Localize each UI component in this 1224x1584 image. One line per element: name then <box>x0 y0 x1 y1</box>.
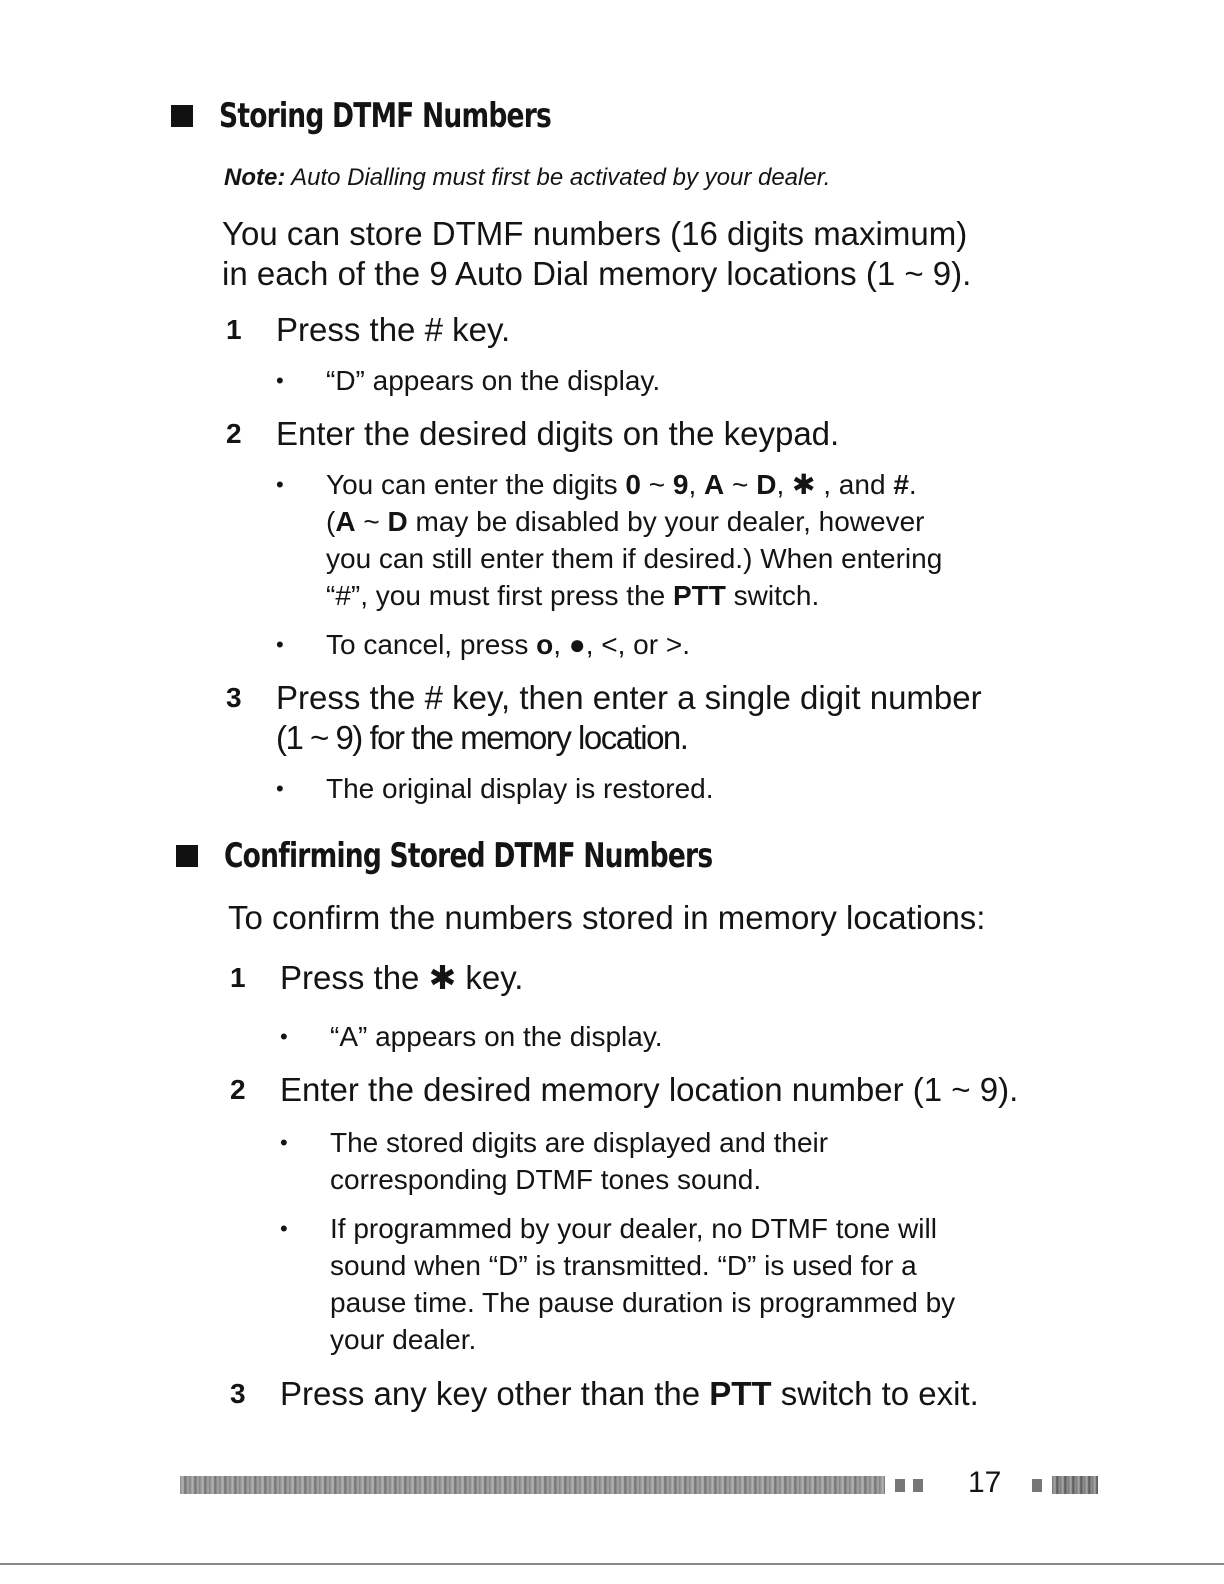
step-line-2: (1 ~ 9) for the memory location. <box>276 719 688 756</box>
footer-decorative-bar-right <box>1052 1476 1098 1494</box>
bullet-line-3: you can still enter them if desired.) When entering <box>326 543 943 574</box>
page-number: 17 <box>968 1466 1002 1499</box>
bullet-text: The original display is restored. <box>326 773 714 804</box>
asterisk-icon: ✱ <box>428 959 457 996</box>
intro-line-1: You can store DTMF numbers (16 digits maximum) <box>222 215 968 252</box>
step-number: 2 <box>226 418 242 449</box>
note-text: Auto Dialling must first be activated by your dealer. <box>285 164 831 191</box>
step-number: 3 <box>226 682 242 713</box>
step-2-enter-digits <box>226 414 839 454</box>
step-1-press-hash <box>226 310 510 350</box>
step-number: 2 <box>230 1074 246 1105</box>
bullet-line-1: If programmed by your dealer, no DTMF tone will <box>330 1213 937 1244</box>
step-1-press-asterisk <box>230 958 523 998</box>
bullet-dot-icon: • <box>280 1024 288 1049</box>
step-3-memory-location <box>226 678 982 758</box>
footer-square-icon <box>913 1479 923 1492</box>
bullet-dot-icon: • <box>276 368 284 393</box>
note-label: Note: <box>224 164 286 191</box>
bullet-dot-icon: • <box>276 632 284 657</box>
bullet-dot-icon: • <box>280 1216 288 1241</box>
heading-square-icon <box>176 845 198 867</box>
asterisk-icon: ✱ <box>792 469 816 500</box>
filled-circle-icon: ● <box>568 629 586 660</box>
section-heading-storing <box>171 96 645 136</box>
bullet-text: “D” appears on the display. <box>326 365 661 396</box>
bullet-line-4: your dealer. <box>330 1324 477 1355</box>
step-text: Press the # key. <box>276 311 511 348</box>
step-text: Press any key other than the PTT switch to exit. <box>280 1375 979 1412</box>
step-text: Press the ✱ key. <box>280 959 524 996</box>
bottom-edge-line <box>0 1563 1224 1565</box>
intro-line-2: in each of the 9 Auto Dial memory locations (1 ~ 9). <box>222 255 972 292</box>
bullet-digits-displayed <box>280 1124 828 1198</box>
intro-paragraph <box>222 214 971 294</box>
bullet-line-2: sound when “D” is transmitted. “D” is used for a <box>330 1250 917 1281</box>
heading-square-icon <box>171 105 193 127</box>
bullet-dot-icon: • <box>280 1130 288 1155</box>
bullet-line-1: The stored digits are displayed and their <box>330 1127 829 1158</box>
step-text-block <box>276 678 982 758</box>
bullet-cancel <box>276 626 690 663</box>
step-2-enter-location <box>230 1070 1018 1110</box>
bullet-d-appears <box>276 362 660 399</box>
bullet-text: “A” appears on the display. <box>330 1021 663 1052</box>
bullet-dot-icon: • <box>276 776 284 801</box>
footer-decorative-bar <box>180 1476 885 1494</box>
heading-text: Confirming Stored DTMF Numbers <box>224 836 713 876</box>
bullet-digits-allowed <box>276 466 942 614</box>
step-number: 1 <box>230 962 246 993</box>
bullet-no-dtmf-tone <box>280 1210 955 1358</box>
step-number: 3 <box>230 1378 246 1409</box>
step-text: Enter the desired digits on the keypad. <box>276 415 840 452</box>
footer-square-icon <box>895 1479 905 1492</box>
bullet-line-3: pause time. The pause duration is programmed by <box>330 1287 956 1318</box>
bullet-line-2: corresponding DTMF tones sound. <box>330 1164 762 1195</box>
bullet-line-2: (A ~ D may be disabled by your dealer, however <box>326 506 925 537</box>
bullet-display-restored <box>276 770 714 807</box>
bullet-line-1: You can enter the digits 0 ~ 9, A ~ D, ✱ , and #. <box>326 469 917 500</box>
step-3-exit <box>230 1374 979 1414</box>
step-number: 1 <box>226 314 242 345</box>
footer-square-icon <box>1032 1479 1042 1492</box>
section-heading-confirming <box>176 836 850 876</box>
step-text: Enter the desired memory location number (1 ~ 9). <box>280 1071 1019 1108</box>
step-line-1: Press the # key, then enter a single digit number <box>276 679 982 716</box>
bullet-text-block <box>330 1124 828 1198</box>
bullet-text-block <box>330 1210 955 1358</box>
bullet-a-appears <box>280 1018 663 1055</box>
bullet-line-4: “#”, you must first press the PTT switch. <box>326 580 820 611</box>
bullet-text-block <box>326 466 942 614</box>
bullet-text: To cancel, press o, ●, <, or >. <box>326 629 690 660</box>
note-line <box>224 164 830 192</box>
confirm-intro: To confirm the numbers stored in memory locations: <box>228 899 986 936</box>
bullet-dot-icon: • <box>276 472 284 497</box>
heading-text: Storing DTMF Numbers <box>219 96 552 136</box>
